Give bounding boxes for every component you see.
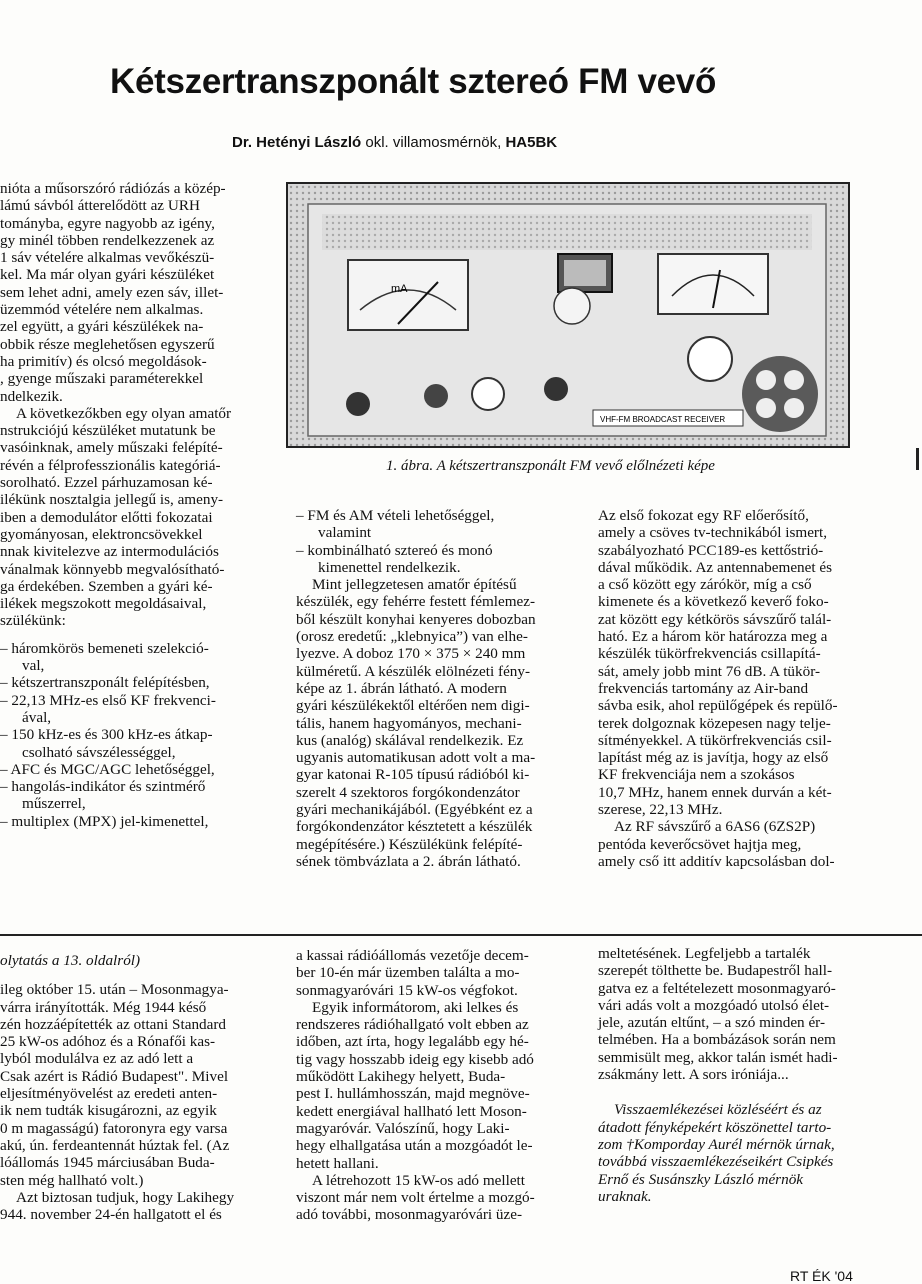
article-title: Kétszertranszponált sztereó FM vevő bbox=[110, 62, 717, 101]
front-panel-label: VHF-FM BROADCAST RECEIVER bbox=[600, 415, 726, 424]
column-2 bbox=[296, 507, 566, 870]
bottom-col3-para1: meltetésének. Legfeljebb a tartalék szerepét tölthette be. Budapestről hall- gatva ez a feltételezett mosonmagyaró- vári adás volt a mozgóadó utolsó élet- jele, azután eltűnt, – a szó minden ér- telmében. Ha a bombázások során nem semmisült meg, akkor talán ismét hadi- zsákmány lett. A sors iróniája... bbox=[598, 945, 838, 1084]
list-item: – hangolás-indikátor és szintmérő műszerrel, bbox=[0, 778, 206, 813]
col1-intro: nióta a műsorszóró rádiózás a közép- lámú sávból átterelődött az URH tományba, egyre nagyobb az igény, gy minél többen rendelkezzenek az 1 sáv vételére alkalmas vevőkészü- kel. Ma már olyan gyári készüléket sem lehet adni, amely ezen sáv, illet- üzemmód vételére nem alkalmas. zel együtt, a gyári készülékek na- obbik része meglehetősen egyszerű ha primitív) és olcsó megoldások- , gyenge műszaki paraméterekkel ndelkezik. bbox=[0, 180, 226, 405]
receiver-photo bbox=[286, 182, 850, 448]
bottom-col2-para1: a kassai rádióállomás vezetője decem- ber 10-én már üzemben találta a mo- sonmagyaróvári 15 kW-os végfokot. bbox=[296, 947, 529, 999]
col1-para2: A következőkben egy olyan amatőr nstrukciójú készüléket mutatunk be vasóinknak, amely műszaki felépíté- révén a félprofesszionális kategóriá- sorolható. Ezzel párhuzamosan ké- ilékünk nosztalgia jellegű is, ameny- iben a demodulátor előtti fokozatai gyományosan, elektroncsövekkel nnak kivitelezve az intermodulációs vánalmak könnyebb megvalósítható- ga érdekében. Szemben a gyári ké- ilékek megszokott megoldásaival, szülékünk: bbox=[0, 404, 232, 630]
col2-para: Mint jellegzetesen amatőr építésű készülék, egy fehérre festett fémlemez- ből készült konyhai kenyeres dobozban (orosz eredetű: „klebnyica”) van elhe- lyezve. A doboz 170 × 375 × 240 mm külméretű. A készülék elölnézeti fény- képe az 1. ábrán látható. A modern gyári készülékektől eltérően nem digi- tális, hanem hagyományos, mechani- kus (analóg) skálával rendelkezik. Ez ugyanis automatikusan adott volt a ma- gyar katonai R-105 típusú rádióból ki- szerelt 4 szektoros forgókondenzátor gyári mechanikájából. (Egyébként ez a forgókondenzátor késztetett a készülék megépítésére.) Készülékünk felépíté- sének tömbvázlata a 2. ábrán látható. bbox=[296, 576, 536, 870]
list-item: – 150 kHz-es és 300 kHz-es átkap- csolható sávszélességgel, bbox=[0, 726, 213, 761]
list-item: – multiplex (MPX) jel-kimenettel, bbox=[0, 812, 209, 830]
margin-mark bbox=[916, 448, 919, 470]
col3-para2: Az RF sávszűrő a 6AS6 (6ZS2P) pentóda keverőcsövet hajtja meg, amely cső itt additív kapcsolásban dol- bbox=[598, 818, 835, 870]
list-item: – FM és AM vételi lehetőséggel, valamint bbox=[296, 507, 495, 542]
bottom-col2-para2: Egyik informátorom, aki lelkes és rendszeres rádióhallgató volt ebben az időben, azt írta, hogy legalább egy hé- tig vagy hosszabb ideig egy kisebb adó működött Lakihegy helyett, Buda- pest I. hullámhosszán, majd megnöve- kedett energiával hallható lett Moson- magyaróvár. Valószínű, hogy Laki- hegy elhallgatása után a mozgóadót le- hetett hallani. bbox=[296, 998, 534, 1172]
meter-unit: mA bbox=[391, 283, 408, 295]
bottom-col2-para3: A létrehozott 15 kW-os adó mellett viszont már nem volt értelme a mozgó- adó további, mosonmagyaróvári üze- bbox=[296, 1171, 535, 1224]
list-item: – kombinálható sztereó és monó kimenettel rendelkezik. bbox=[296, 541, 493, 576]
section-divider bbox=[0, 934, 922, 936]
figure-caption: 1. ábra. A kétszertranszponált FM vevő előlnézeti képe bbox=[386, 458, 715, 474]
bottom-col1-para2: Azt biztosan tudjuk, hogy Lakihegy 944. november 24-én hallgatott el és bbox=[0, 1188, 235, 1224]
list-item: – AFC és MGC/AGC lehetőséggel, bbox=[0, 760, 215, 778]
byline bbox=[232, 134, 557, 151]
feature-list bbox=[0, 640, 258, 830]
list-item: – 22,13 MHz-es első KF frekvenci- ával, bbox=[0, 691, 216, 726]
bottom-column-2 bbox=[296, 947, 566, 1224]
bottom-column-3 bbox=[598, 945, 882, 1205]
column-3 bbox=[598, 507, 874, 870]
col3-para1: Az első fokozat egy RF előerősítő, amely a csöves tv-technikából ismert, szabályozható PCC189-es kettőstrió- dával működik. Az antennabemenet és a cső között egy zárókör, míg a cső kimenete és a következő keverő foko- zat között egy kétkörös sávszűrő talál- ható. Ez a három kör határozza meg a készülék tükörfrekvenciás csillapítá- sát, amely jobb mint 76 dB. A tükör- frekvenciás tartomány az Air-band sávba esik, ahol repülőgépek és repülő- terek dolgoznak közepesen nagy telje- sítményekkel. A tükörfrekvenciás csil- lapítást még az is javítja, hogy az első KF frekvenciája nem a szokásos 10,7 MHz, hanem ennek durván a két- szerese, 22,13 MHz. bbox=[598, 507, 838, 819]
author-name: Dr. Hetényi László bbox=[232, 134, 362, 151]
feature-list-continued bbox=[296, 507, 566, 576]
list-item: – kétszertranszponált felépítésben, bbox=[0, 674, 210, 692]
bottom-col1-para: ileg október 15. után – Mosonmagya- várra irányították. Még 1944 késő zén hozzáépítették az ottani Standard 25 kW-os adóhoz és a Rónafői kas- lyból modulálva ez az adó lett a Csak azért is Rádió Budapest". Mivel eljesítményövelést az eredeti anten- ik nem tudták kisugározni, az egyik 0 m magasságú) fatoronyra egy varsa akú, ún. ferdeantennát húztak fel. (Az lóállomás 1945 márciusában Buda- sten még hallható volt.) bbox=[0, 981, 230, 1189]
column-1 bbox=[0, 180, 258, 830]
continuation-note: olytatás a 13. oldalról) bbox=[0, 952, 141, 969]
author-callsign: HA5BK bbox=[505, 134, 558, 151]
acknowledgement: Visszaemlékezései közléséért és az átadott fényképekért köszönettel tarto- zom †Komporday Aurél mérnök úrnak, továbbá visszaemlékezéseikért Csipkés Ernő és Susánszky László mérnök uraknak. bbox=[598, 1101, 835, 1205]
author-role: okl. villamosmérnök, bbox=[361, 134, 506, 151]
page-folio: RT ÉK '04 bbox=[790, 1268, 853, 1284]
list-item: – háromkörös bemeneti szelekció- val, bbox=[0, 639, 209, 675]
receiver-illustration bbox=[288, 184, 848, 446]
bottom-column-1 bbox=[0, 952, 262, 1223]
